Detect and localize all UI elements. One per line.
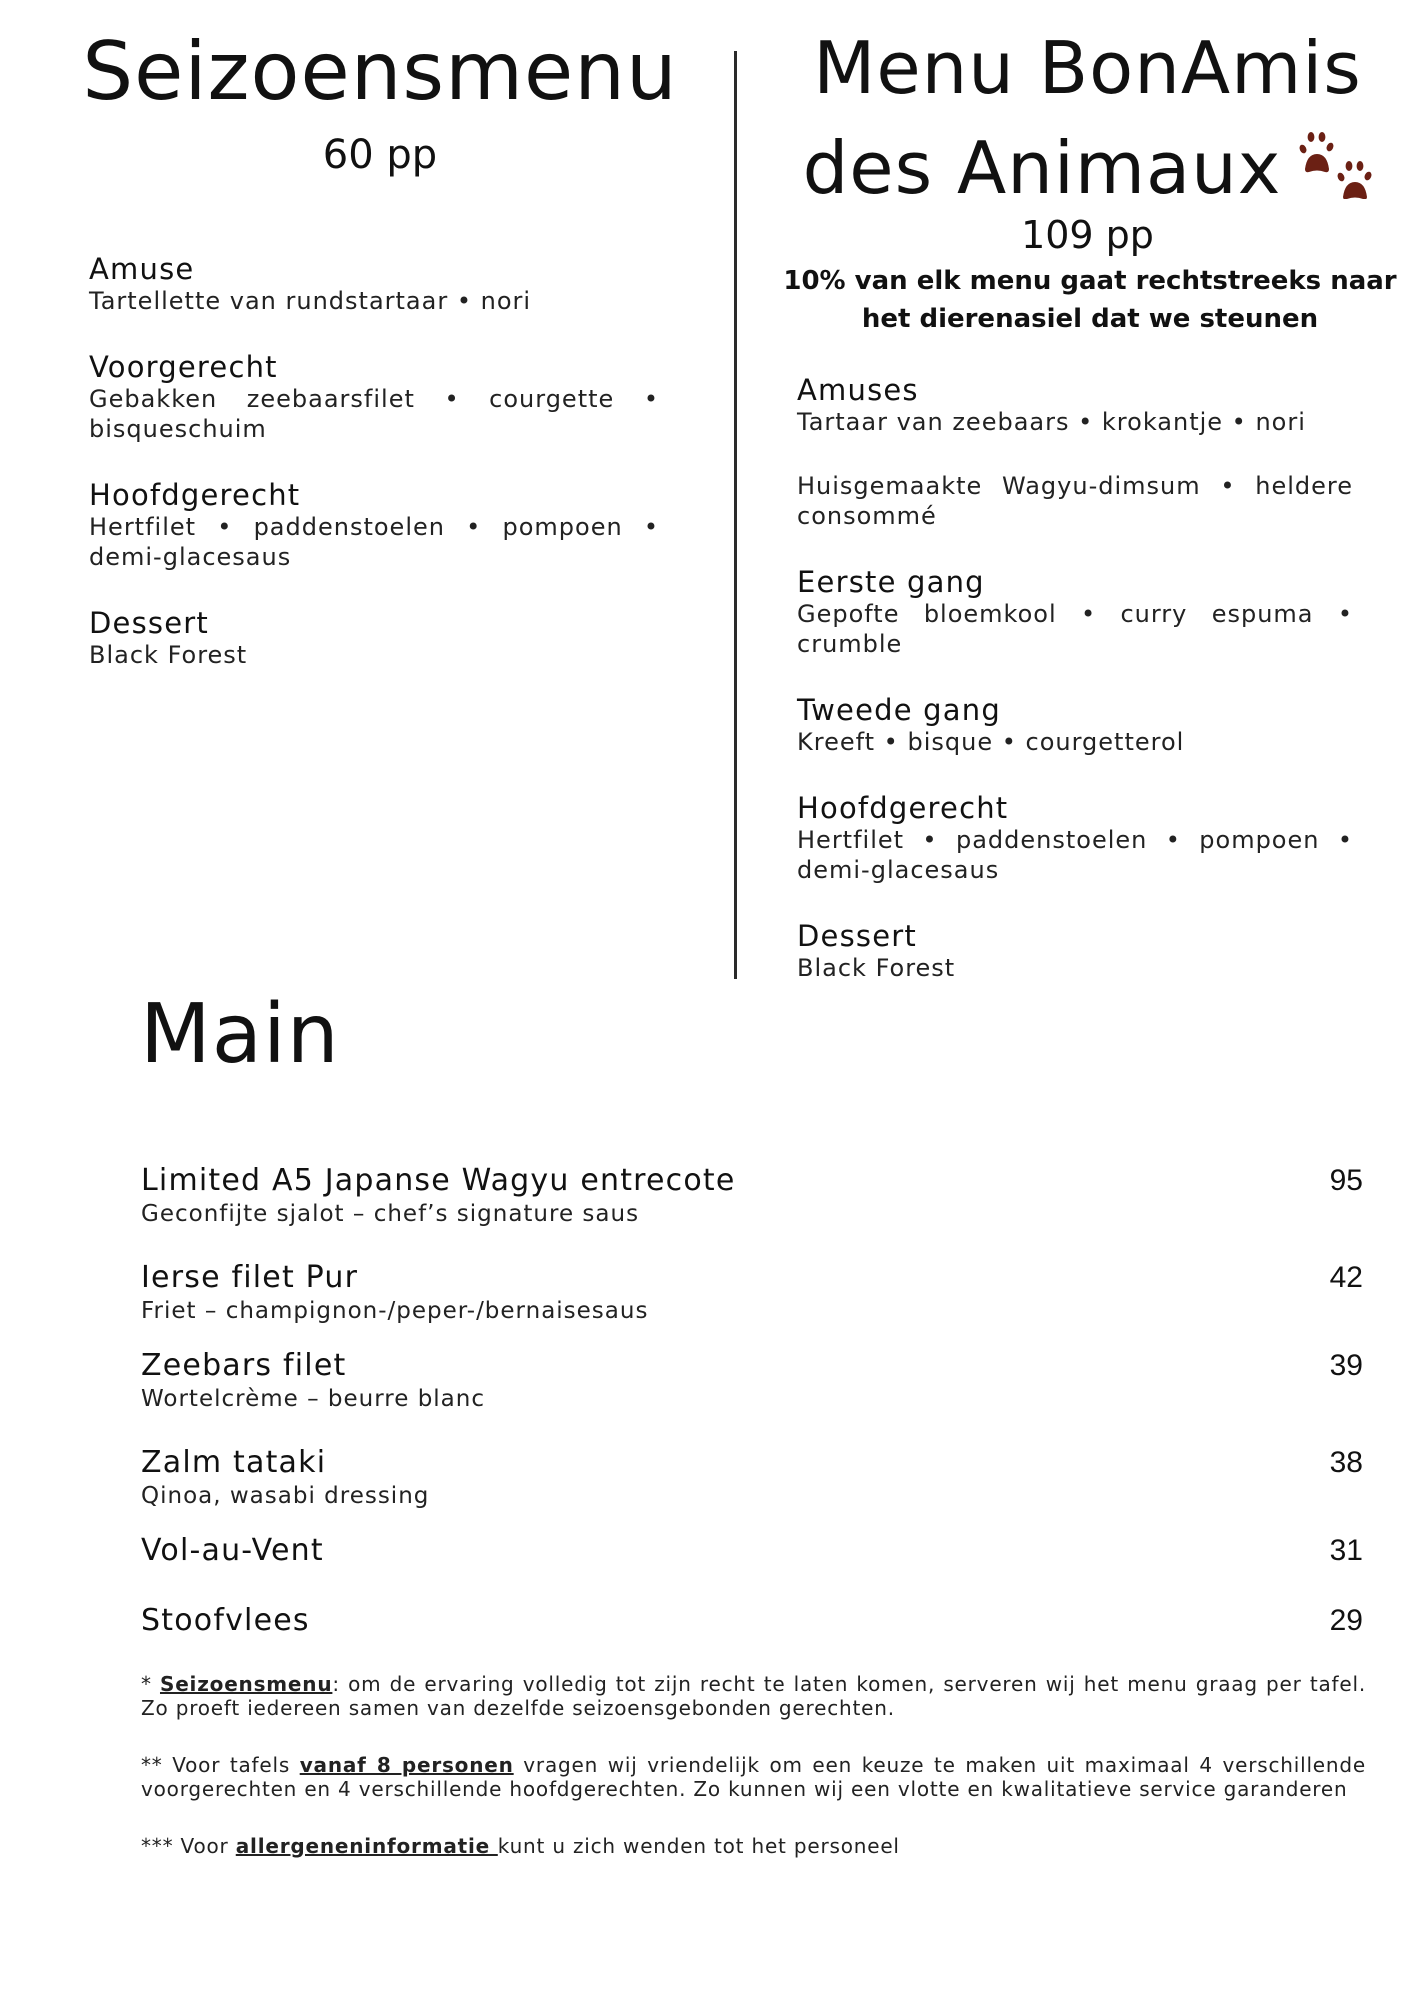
paw-prints-icon <box>1297 124 1372 194</box>
dish-name: Zalm tataki <box>141 1445 327 1480</box>
dish-name: Stoofvlees <box>141 1603 310 1638</box>
bonamis-title-line2: des Animaux <box>802 126 1282 210</box>
course-name: Dessert <box>797 919 917 953</box>
footnote-allergens <box>141 1834 1366 1858</box>
footnote-emphasis: vanaf 8 personen <box>299 1753 514 1777</box>
course-item <box>797 791 1353 885</box>
seizoensmenu-courses <box>89 252 659 704</box>
course-description: Black Forest <box>89 641 248 669</box>
dish-item <box>141 1163 1363 1260</box>
dish-name: Ierse filet Pur <box>141 1260 359 1295</box>
dish-price: 29 <box>1329 1604 1363 1637</box>
course-name: Eerste gang <box>797 565 985 599</box>
bonamis-courses <box>797 373 1353 1017</box>
footnote-text: vragen wij vriendelijk om een keuze te maken uit maximaal 4 verschillende voorgerechten en 4 verschillende hoofdgerechten. Zo kunnen wij een vlotte en kwalitatieve service garanderen <box>141 1753 1366 1801</box>
footnote-marker: *** Voor <box>141 1834 236 1858</box>
course-description: Hertfilet • paddenstoelen • pompoen • demi-glacesaus <box>89 513 659 571</box>
course-description: Tartaar van zeebaars • krokantje • nori <box>797 408 1306 436</box>
course-item <box>89 252 659 316</box>
dish-name: Zeebars filet <box>141 1348 347 1383</box>
footnote-marker: ** Voor tafels <box>141 1753 300 1777</box>
dish-item <box>141 1603 1363 1663</box>
column-divider <box>734 51 737 979</box>
bonamis-title-line2-wrap <box>760 118 1415 218</box>
course-name: Hoofdgerecht <box>797 791 1009 825</box>
dish-price: 42 <box>1329 1261 1363 1294</box>
dish-item <box>141 1533 1363 1603</box>
main-dish-list <box>141 1163 1363 1663</box>
dish-description: Friet – champignon-/peper-/bernaisesaus <box>141 1298 649 1324</box>
bonamis-title-line1: Menu BonAmis <box>813 26 1362 110</box>
course-name: Voorgerecht <box>89 350 278 384</box>
course-name: Amuses <box>797 373 919 407</box>
course-description: Hertfilet • paddenstoelen • pompoen • demi-glacesaus <box>797 826 1353 884</box>
dish-description: Wortelcrème – beurre blanc <box>141 1386 486 1412</box>
course-name: Tweede gang <box>797 693 1001 727</box>
dish-description: Geconfijte sjalot – chef’s signature saus <box>141 1201 640 1227</box>
footnote-group-tables <box>141 1753 1366 1801</box>
course-item <box>89 350 659 444</box>
bonamis-charity-note: 10% van elk menu gaat rechtstreeks naar het dierenasiel dat we steunen <box>783 266 1397 334</box>
course-item <box>797 565 1353 659</box>
course-name: Amuse <box>89 252 195 286</box>
course-item <box>89 478 659 572</box>
course-description: Huisgemaakte Wagyu-dimsum • heldere consommé <box>797 472 1353 530</box>
course-item <box>797 919 1353 983</box>
dish-name: Limited A5 Japanse Wagyu entrecote <box>141 1163 736 1198</box>
footnotes <box>141 1672 1366 1891</box>
footnote-text: : om de ervaring volledig tot zijn recht te laten komen, serveren wij het menu graag per tafel. Zo proeft iedereen samen van dezelfde seizoensgebonden gerechten. <box>141 1672 1366 1720</box>
footnote-seizoensmenu <box>141 1672 1366 1720</box>
footnote-emphasis: allergeneninformatie <box>235 1834 498 1858</box>
seizoensmenu-title: Seizoensmenu <box>82 25 678 118</box>
seizoensmenu-price: 60 pp <box>322 132 438 178</box>
dish-price: 38 <box>1329 1446 1363 1479</box>
dish-item <box>141 1348 1363 1445</box>
footnote-emphasis: Seizoensmenu <box>159 1672 333 1696</box>
bonamis-title <box>760 18 1415 218</box>
course-name: Hoofdgerecht <box>89 478 301 512</box>
dish-price: 31 <box>1329 1534 1363 1567</box>
course-description: Kreeft • bisque • courgetterol <box>797 728 1185 756</box>
course-name: Dessert <box>89 606 209 640</box>
course-item <box>797 693 1353 757</box>
course-item <box>89 606 659 670</box>
dish-item <box>141 1445 1363 1533</box>
main-section-title: Main <box>140 987 340 1082</box>
course-description: Tartellette van rundstartaar • nori <box>89 287 532 315</box>
dish-price: 39 <box>1329 1349 1363 1382</box>
course-description: Black Forest <box>797 954 956 982</box>
course-description: Gepofte bloemkool • curry espuma • crumble <box>797 600 1353 658</box>
footnote-text: kunt u zich wenden tot het personeel <box>497 1834 900 1858</box>
course-description: Gebakken zeebaarsfilet • courgette • bisqueschuim <box>89 385 659 443</box>
bonamis-price: 109 pp <box>1021 213 1154 257</box>
dish-price: 95 <box>1329 1164 1363 1197</box>
dish-item <box>141 1260 1363 1348</box>
course-item <box>797 471 1353 531</box>
dish-description: Qinoa, wasabi dressing <box>141 1483 430 1509</box>
dish-name: Vol-au-Vent <box>141 1533 324 1568</box>
course-item <box>797 373 1353 437</box>
footnote-marker: * <box>141 1672 160 1696</box>
